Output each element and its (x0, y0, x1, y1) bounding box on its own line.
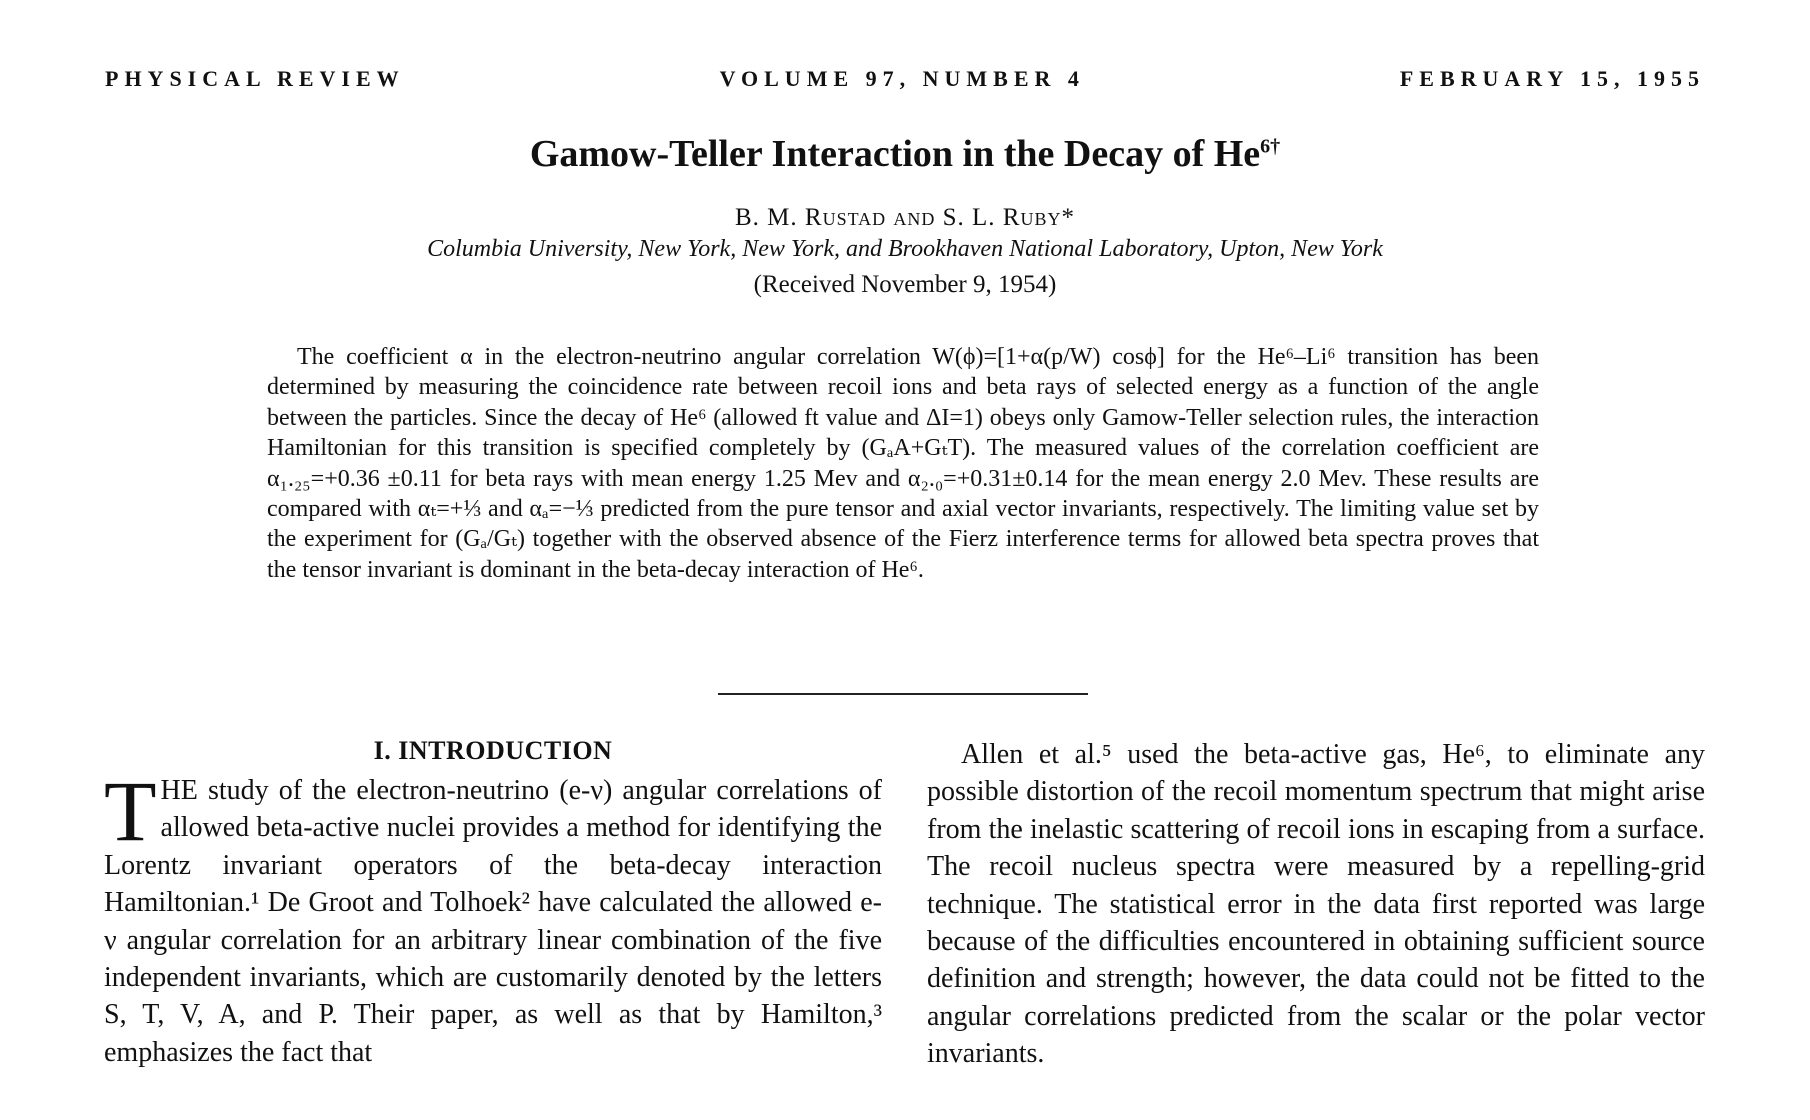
title-text: Gamow-Teller Interaction in the Decay of He (529, 133, 1261, 175)
section-heading: I. INTRODUCTION (373, 736, 613, 765)
volume-number: VOLUME 97, NUMBER 4 (719, 66, 1085, 91)
issue-date: FEBRUARY 15, 1955 (1399, 66, 1705, 91)
running-head (105, 64, 1705, 94)
title-superscript: 6† (1260, 135, 1281, 158)
right-paragraph: Allen et al.⁵ used the beta-active gas, He⁶, to eliminate any possible distortion of the recoil momentum spectrum that might arise from the inelastic scattering of recoil ions in escaping from a surface. The recoil nucleus spectra were measured by a repelling-grid technique. The statistical error in the data first reported was large because of the difficulties encountered in obtaining sufficient source definition and strength; however, the data could not be fitted to the angular correlations predicted from the scalar or the polar vector invariants. (927, 739, 1705, 1070)
abstract: The coefficient α in the electron-neutrino angular correlation W(ϕ)=[1+α(p/W) cosϕ] for the He⁶–Li⁶ transition has been determined by measuring the coincidence rate between recoil ions and beta rays of selected energy as a function of the angle between the particles. Since the decay of He⁶ (allowed ft value and ΔI=1) obeys only Gamow-Teller selection rules, the interaction Hamiltonian for this transition is specified completely by (GₐA+GₜT). The measured values of the correlation coefficient are α₁.₂₅=+0.36 ±0.11 for beta rays with mean energy 1.25 Mev and α₂.₀=+0.31±0.14 for the mean energy 2.0 Mev. These results are compared with αₜ=+⅓ and αₐ=−⅓ predicted from the pure tensor and axial vector invariants, respectively. The limiting value set by the experiment for (Gₐ/Gₜ) together with the observed absence of the Fierz interference terms for allowed beta spectra proves that the tensor invariant is dominant in the beta-decay interaction of He⁶. (267, 344, 1539, 583)
section-divider (718, 693, 1088, 695)
intro-paragraph (104, 763, 882, 1071)
received-date: (Received November 9, 1954) (753, 271, 1057, 298)
left-column (104, 736, 882, 1071)
paper-title (0, 132, 1810, 176)
drop-cap: T (104, 763, 157, 859)
right-column (927, 736, 1705, 1073)
journal-name: PHYSICAL REVIEW (105, 66, 405, 91)
affiliation: Columbia University, New York, New York, and Brookhaven National Laboratory, Upton, New York (427, 236, 1383, 262)
intro-text: HE study of the electron-neutrino (e-ν) angular correlations of allowed beta-active nuclei provides a method for identifying the Lorentz invariant operators of the beta-decay interaction Hamiltonian.¹ De Groot and Tolhoek² have calculated the allowed e-ν angular correlation for an arbitrary linear combination of the five independent invariants, which are customarily denoted by the letters S, T, V, A, and P. Their paper, as well as that by Hamilton,³ emphasizes the fact that (104, 775, 882, 1068)
authors: B. M. Rustad and S. L. Ruby* (735, 204, 1075, 231)
